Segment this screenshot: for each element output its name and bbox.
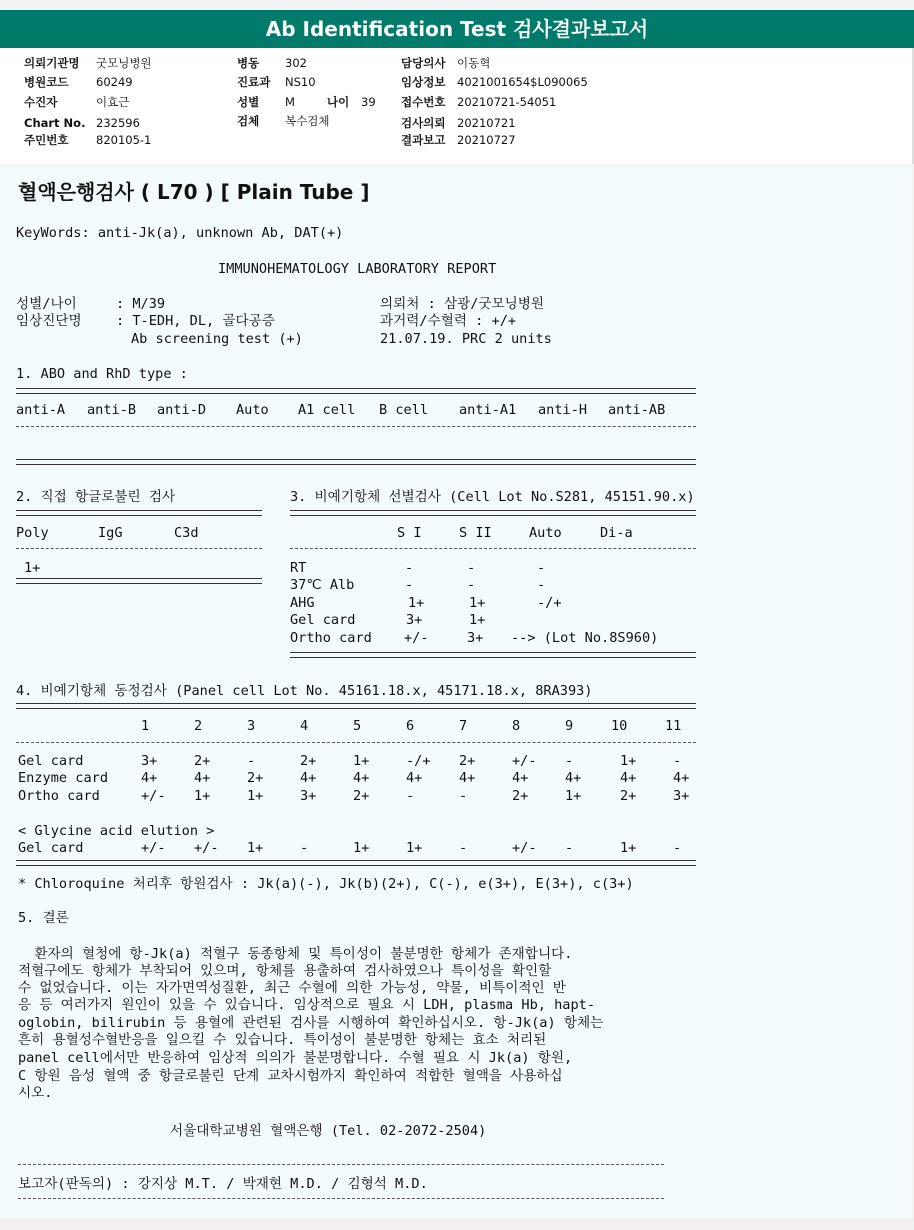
conclusion-line: 환자의 혈청에 항-Jk(a) 적혈구 동종항체 및 특이성이 불분명한 항체가 존재합니다. <box>18 946 573 962</box>
section-title: 혈액은행검사 ( L70 ) [ Plain Tube ] <box>18 180 370 204</box>
screen-cell: - <box>467 560 476 576</box>
panel-cell: 1+ <box>620 753 637 769</box>
header-field: 임상정보 4021001654$L090065 <box>401 75 588 89</box>
divider <box>290 510 696 516</box>
panel-cell: 2+ <box>247 770 264 786</box>
abo-col: anti-B <box>87 402 137 418</box>
screen-col: S II <box>459 525 492 541</box>
header-field: 결과보고 20210727 <box>401 133 516 147</box>
panel-cell: +/- <box>194 840 219 856</box>
screen-cell: +/- <box>404 630 429 646</box>
keywords: KeyWords: anti-Jk(a), unknown Ab, DAT(+) <box>16 225 344 241</box>
header-field: 주민번호 820105-1 <box>24 133 152 147</box>
screen-row-label: AHG <box>290 595 315 611</box>
dat-col: C3d <box>174 525 199 541</box>
hospital-contact: 서울대학교병원 혈액은행 (Tel. 02-2072-2504) <box>170 1123 487 1139</box>
screening-heading: 3. 비예기항체 선별검사 (Cell Lot No.S281, 45151.90.x) <box>290 489 695 505</box>
panel-cell: 2+ <box>620 788 637 804</box>
panel-col: 7 <box>459 718 468 734</box>
panel-cell: 4+ <box>459 770 476 786</box>
conclusion-heading: 5. 결론 <box>18 910 69 926</box>
screen-cell: - <box>405 577 414 593</box>
panel-col: 6 <box>406 718 415 734</box>
panel-cell: 1+ <box>620 840 637 856</box>
conclusion-line: C 항원 음성 혈액 중 항글로불린 단계 교차시험까지 확인하여 적합한 혈액을 사용하십 <box>18 1068 563 1084</box>
header-field: 병동 302 <box>237 56 307 70</box>
conclusion-line: panel cell에서만 반응하여 임상적 의의가 불분명합니다. 수혈 필요 시 Jk(a) 항원, <box>18 1050 573 1066</box>
screen-col: Di-a <box>600 525 633 541</box>
screen-cell: 1+ <box>469 595 486 611</box>
report-title-bar: Ab Identification Test 검사결과보고서 <box>0 10 914 48</box>
conclusion-line: 적혈구에도 항체가 부착되어 있으며, 항체를 용출하여 검사하였으나 특이성을 확인할 <box>18 963 552 979</box>
screen-cell: --> (Lot No.8S960) <box>511 630 659 646</box>
abo-col: B cell <box>379 402 429 418</box>
panel-cell: 2+ <box>194 753 211 769</box>
screen-cell: 3+ <box>467 630 484 646</box>
panel-cell: - <box>247 753 256 769</box>
panel-cell: 1+ <box>353 840 370 856</box>
history: 과거력/수혈력 : +/+ <box>380 313 517 329</box>
panel-cell: - <box>300 840 309 856</box>
panel-col: 11 <box>665 718 682 734</box>
screen-cell: 1+ <box>408 595 425 611</box>
dat-heading: 2. 직접 항글로불린 검사 <box>16 489 176 505</box>
conclusion-line: 수 없었습니다. 이는 자가면역성질환, 최근 수혈에 의한 가능성, 약물, 비특이적인 반 <box>18 980 566 996</box>
header-field: 검사의뢰 20210721 <box>401 116 516 130</box>
abo-heading: 1. ABO and RhD type : <box>16 366 188 382</box>
abo-col: A1 cell <box>298 402 356 418</box>
panel-cell: +/- <box>512 753 537 769</box>
divider <box>18 1164 664 1165</box>
screen-cell: - <box>405 560 414 576</box>
panel-cell: 4+ <box>194 770 211 786</box>
abo-col: anti-AB <box>608 402 666 418</box>
conclusion-line: 흔히 용혈성수혈반응을 일으킬 수 있습니다. 특이성이 불분명한 항체는 효소 처리된 <box>18 1032 547 1048</box>
elution-heading: < Glycine acid elution > <box>18 823 215 839</box>
transfusion-history: 21.07.19. PRC 2 units <box>380 331 552 347</box>
screen-row-label: RT <box>290 560 307 576</box>
sex-age-value: : M/39 <box>116 296 166 312</box>
conclusion-line: 응 등 여러가지 원인이 있을 수 있습니다. 임상적으로 필요 시 LDH, plasma Hb, hapt- <box>18 997 596 1013</box>
panel-cell: 2+ <box>512 788 529 804</box>
panel-cell: 3+ <box>673 788 690 804</box>
abo-col: anti-D <box>157 402 207 418</box>
panel-cell: 1+ <box>406 840 423 856</box>
panel-heading: 4. 비예기항체 동정검사 (Panel cell Lot No. 45161.18.x, 45171.18.x, 8RA393) <box>16 683 593 699</box>
divider <box>16 388 696 394</box>
panel-row-label: Gel card <box>18 840 84 856</box>
divider <box>16 578 262 584</box>
header-field: 담당의사 이동혁 <box>401 56 491 70</box>
panel-row-label: Enzyme card <box>18 770 109 786</box>
divider <box>16 742 696 743</box>
header-field: 수진자 이효근 <box>24 95 130 109</box>
diagnosis-label: 임상진단명 <box>16 313 82 329</box>
conclusion-line: 시오. <box>18 1085 53 1101</box>
abo-col: Auto <box>236 402 269 418</box>
header-field-age: 나이 39 <box>327 95 376 109</box>
panel-cell: 1+ <box>247 840 264 856</box>
panel-cell: - <box>565 840 574 856</box>
screen-cell: 1+ <box>469 612 486 628</box>
screen-cell: -/+ <box>537 595 562 611</box>
lab-report-title: IMMUNOHEMATOLOGY LABORATORY REPORT <box>218 261 497 277</box>
panel-cell: 3+ <box>300 788 317 804</box>
divider <box>18 1198 664 1199</box>
panel-row-label: Gel card <box>18 753 84 769</box>
abo-col: anti-A1 <box>459 402 517 418</box>
panel-cell: - <box>673 753 682 769</box>
panel-cell: 1+ <box>194 788 211 804</box>
referrer: 의뢰처 : 삼광/굿모닝병원 <box>380 296 545 312</box>
panel-col: 9 <box>565 718 574 734</box>
panel-cell: 4+ <box>141 770 158 786</box>
panel-cell: - <box>565 753 574 769</box>
divider <box>16 510 262 516</box>
screen-col: Auto <box>529 525 562 541</box>
divider <box>290 548 696 549</box>
screen-cell: - <box>467 577 476 593</box>
panel-cell: - <box>459 840 468 856</box>
screen-cell: 3+ <box>406 612 423 628</box>
header-info <box>0 48 914 164</box>
header-field: 병원코드 60249 <box>24 75 133 89</box>
header-field: 검체 복수검체 <box>237 114 330 128</box>
panel-cell: 4+ <box>353 770 370 786</box>
panel-cell: 1+ <box>247 788 264 804</box>
reporters: 보고자(판독의) : 강지상 M.T. / 박재현 M.D. / 김형석 M.D. <box>18 1176 428 1192</box>
panel-cell: - <box>406 788 415 804</box>
header-field: 진료과 NS10 <box>237 75 316 89</box>
panel-cell: 1+ <box>565 788 582 804</box>
panel-cell: +/- <box>141 788 166 804</box>
sex-age-label: 성별/나이 <box>16 296 77 312</box>
header-field: 의뢰기관명 굿모닝병원 <box>24 56 152 70</box>
diagnosis-value: : T-EDH, DL, 골다공증 <box>116 313 275 329</box>
dat-value: 1+ <box>24 560 41 576</box>
panel-cell: 2+ <box>459 753 476 769</box>
panel-col: 4 <box>300 718 309 734</box>
panel-col: 10 <box>611 718 628 734</box>
panel-cell: 4+ <box>673 770 690 786</box>
dat-col: IgG <box>98 525 123 541</box>
panel-cell: 4+ <box>512 770 529 786</box>
panel-col: 5 <box>353 718 362 734</box>
diagnosis-value-2: Ab screening test (+) <box>131 331 303 347</box>
divider <box>16 459 696 465</box>
divider <box>16 860 696 866</box>
conclusion-line: oglobin, bilirubin 등 용혈에 관련된 검사를 시행하여 확인하십시오. 항-Jk(a) 항체는 <box>18 1015 604 1031</box>
screen-row-label: Ortho card <box>290 630 372 646</box>
abo-col: anti-A <box>16 402 66 418</box>
screen-cell: - <box>537 560 546 576</box>
panel-col: 8 <box>512 718 521 734</box>
chloroquine-note: * Chloroquine 처리후 항원검사 : Jk(a)(-), Jk(b)(2+), C(-), e(3+), E(3+), c(3+) <box>18 876 634 892</box>
divider <box>16 426 696 427</box>
page-bottom-margin <box>0 1218 914 1230</box>
header-field: 접수번호 20210721-54051 <box>401 95 557 109</box>
divider <box>16 703 696 709</box>
dat-col: Poly <box>16 525 49 541</box>
panel-cell: 4+ <box>300 770 317 786</box>
panel-cell: - <box>673 840 682 856</box>
panel-col: 2 <box>194 718 203 734</box>
panel-cell: 3+ <box>141 753 158 769</box>
panel-col: 1 <box>141 718 150 734</box>
panel-cell: 2+ <box>300 753 317 769</box>
panel-cell: 2+ <box>353 788 370 804</box>
panel-col: 3 <box>247 718 256 734</box>
panel-cell: 4+ <box>620 770 637 786</box>
panel-cell: -/+ <box>406 753 431 769</box>
screen-row-label: Gel card <box>290 612 356 628</box>
panel-cell: 1+ <box>353 753 370 769</box>
screen-col: S I <box>397 525 422 541</box>
header-field: Chart No. 232596 <box>24 116 140 130</box>
panel-cell: +/- <box>141 840 166 856</box>
divider <box>16 548 262 549</box>
panel-cell: - <box>459 788 468 804</box>
abo-col: anti-H <box>538 402 588 418</box>
panel-cell: 4+ <box>406 770 423 786</box>
panel-row-label: Ortho card <box>18 788 100 804</box>
screen-row-label: 37℃ Alb <box>290 577 355 593</box>
divider <box>290 652 696 658</box>
panel-cell: 4+ <box>565 770 582 786</box>
header-field: 성별 M <box>237 95 295 109</box>
screen-cell: - <box>537 577 546 593</box>
panel-cell: +/- <box>512 840 537 856</box>
